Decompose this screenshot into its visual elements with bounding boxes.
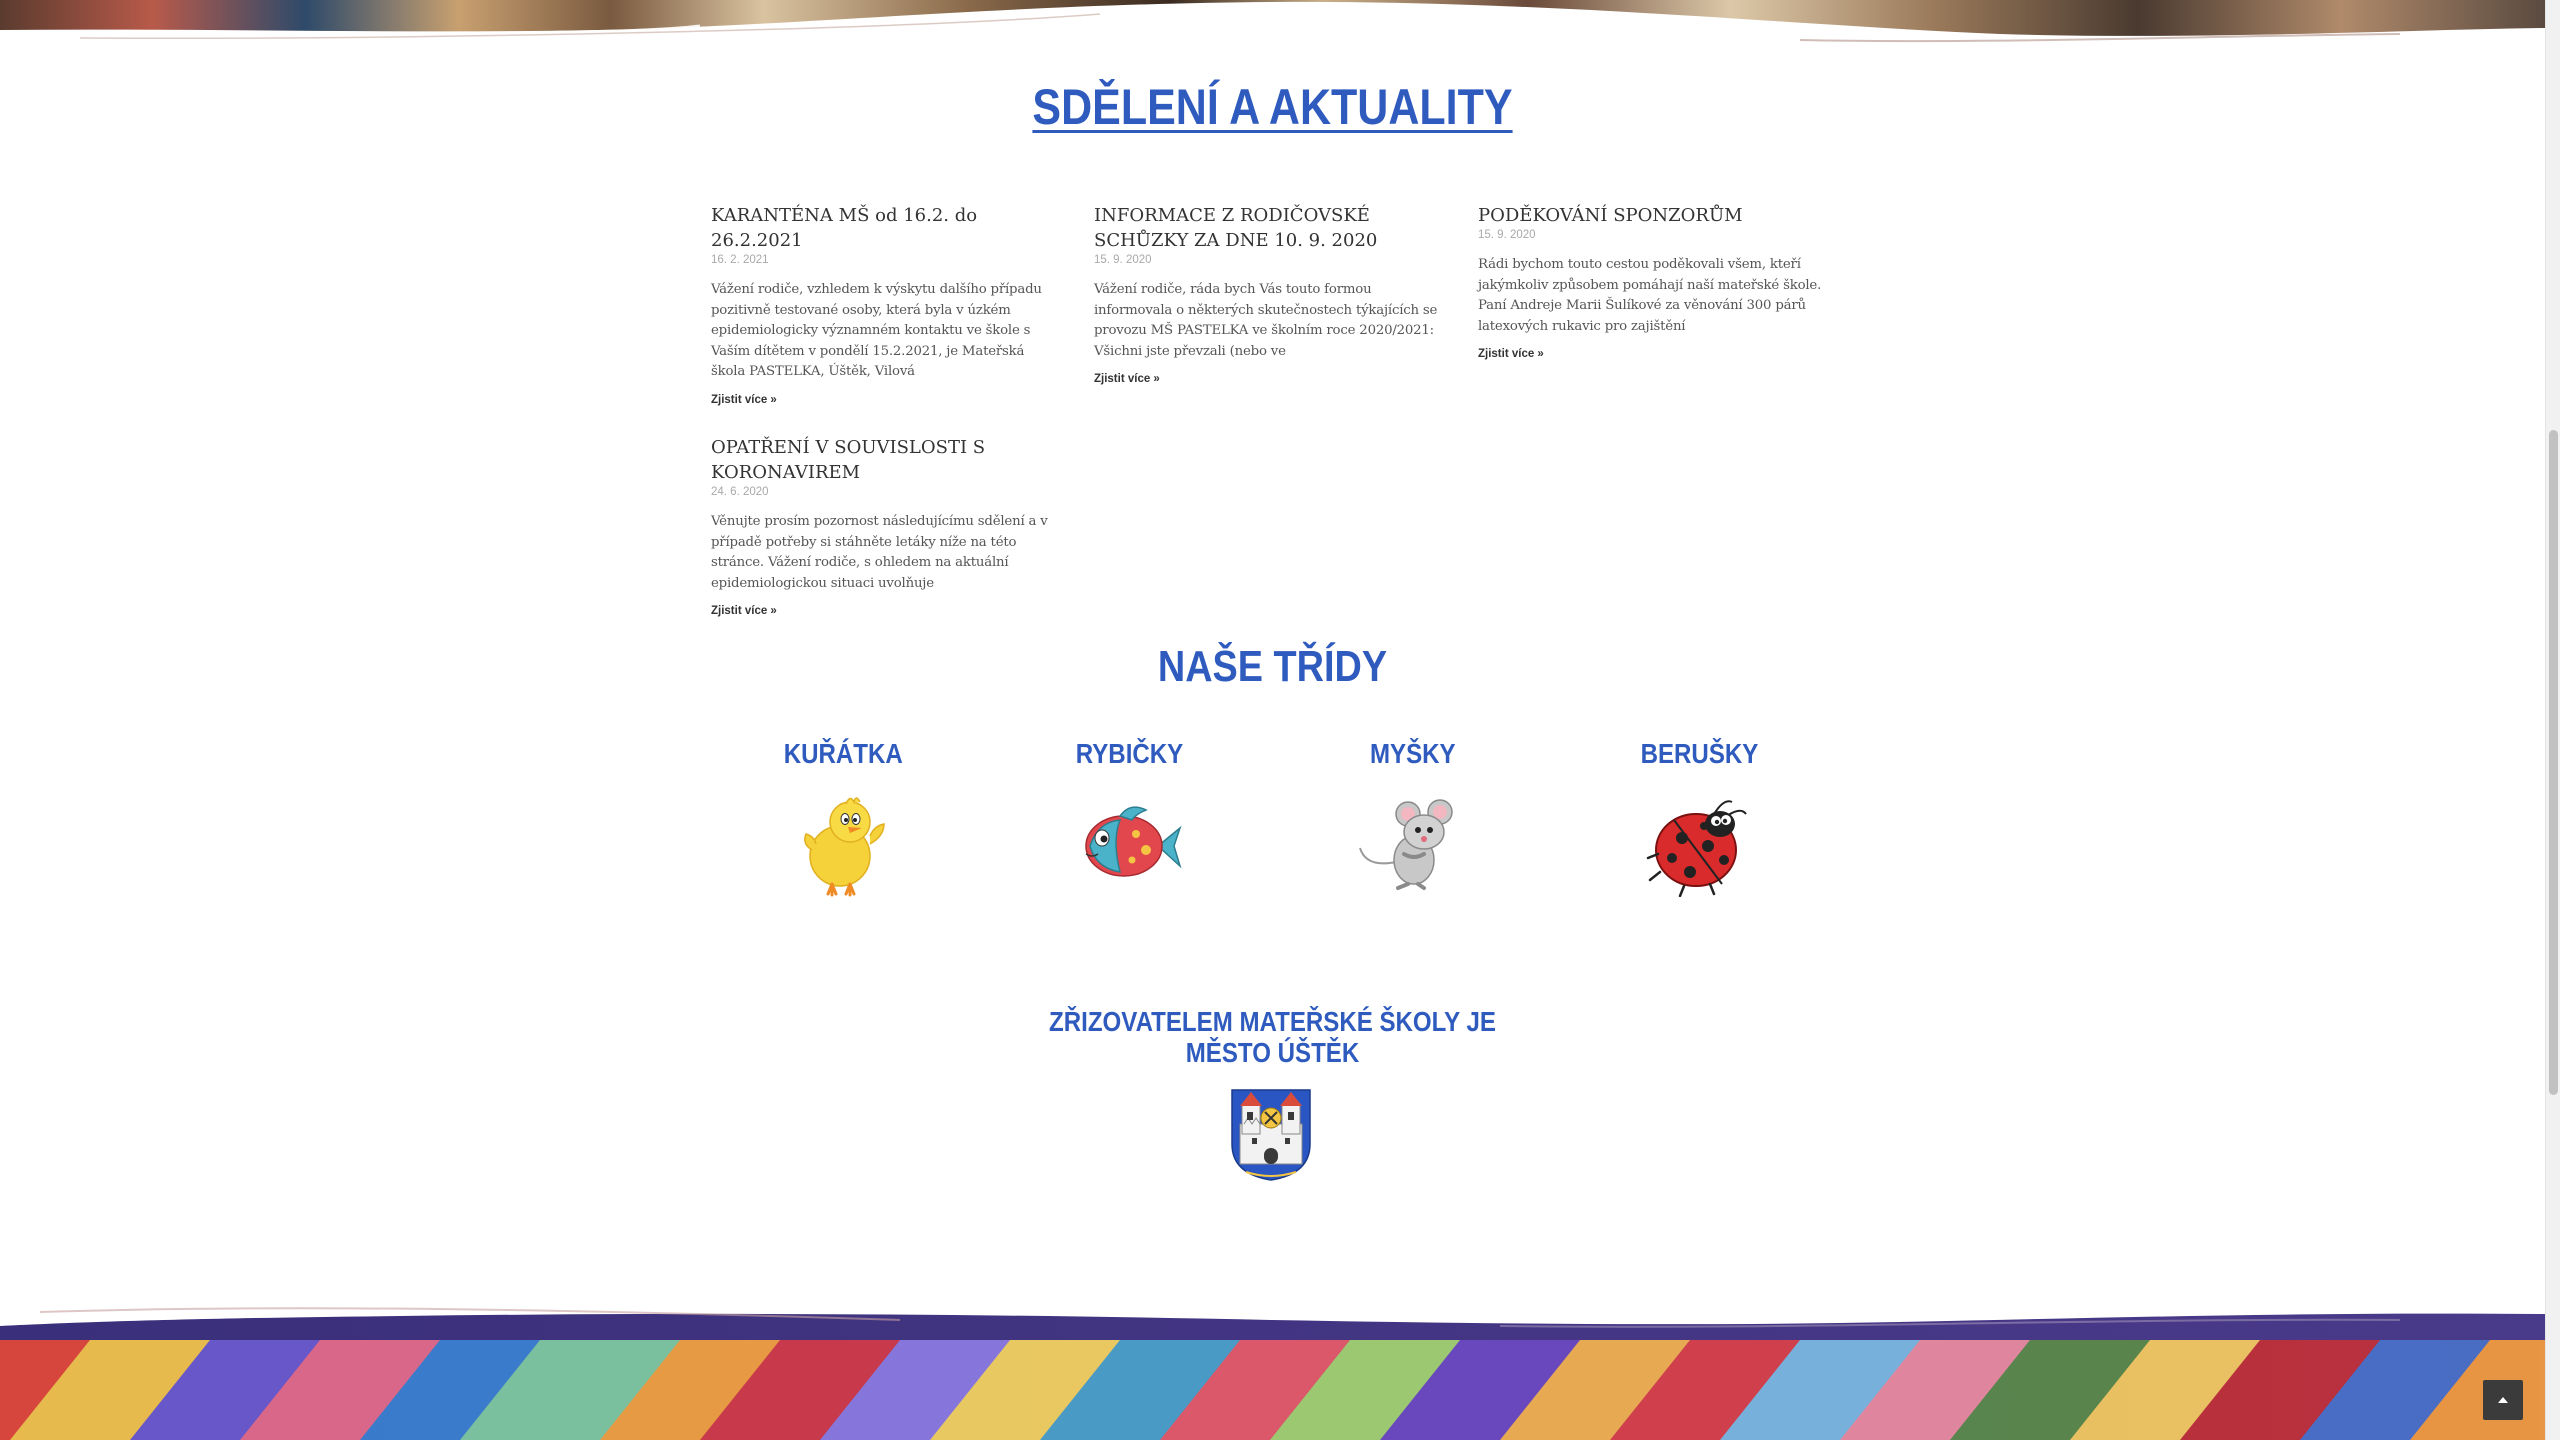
news-post bbox=[1094, 203, 1444, 386]
ladybug-icon[interactable] bbox=[1644, 792, 1754, 897]
post-excerpt: Vážení rodiče, ráda bych Vás touto formou informovala o některých skutečnostech týkajících se provozu MŠ PASTELKA ve školním roce 2020/2021: Všichni jste převzali (nebo ve bbox=[1094, 282, 1438, 359]
post-title[interactable]: OPATŘENÍ V SOUVISLOSTI S KORONAVIREM bbox=[711, 437, 986, 483]
news-post bbox=[711, 435, 1061, 618]
brush-edge-top bbox=[0, 0, 2545, 60]
coat-of-arms-icon[interactable] bbox=[1230, 1088, 1312, 1182]
footer-decorative-strip bbox=[0, 1300, 2545, 1440]
read-more-link[interactable]: Zjistit více » bbox=[711, 393, 777, 406]
post-title[interactable]: INFORMACE Z RODIČOVSKÉ SCHŮZKY ZA DNE 10. 9. 2020 bbox=[1094, 205, 1378, 251]
news-post bbox=[1478, 203, 1828, 361]
post-excerpt: Věnujte prosím pozornost následujícímu sdělení a v případě potřeby si stáhněte letáky níže na této stránce. Vážení rodiče, s ohledem na aktuální epidemiologickou situaci uvolňuje bbox=[711, 514, 1048, 591]
post-title[interactable]: PODĚKOVÁNÍ SPONZORŮM bbox=[1478, 205, 1743, 226]
classes-section-title: NAŠE TŘÍDY bbox=[1157, 642, 1388, 691]
chick-icon[interactable] bbox=[788, 792, 898, 897]
post-date: 15. 9. 2020 bbox=[1094, 254, 1152, 266]
mouse-icon[interactable] bbox=[1358, 792, 1468, 897]
founder-line-2: MĚSTO ÚŠTĚK bbox=[1185, 1037, 1360, 1068]
post-date: 16. 2. 2021 bbox=[711, 254, 769, 266]
news-section-title[interactable]: SDĚLENÍ A AKTUALITY bbox=[1032, 79, 1513, 135]
read-more-link[interactable]: Zjistit více » bbox=[711, 605, 777, 618]
page-scrollbar[interactable] bbox=[2545, 0, 2560, 1440]
class-card-kuratka[interactable] bbox=[733, 738, 953, 897]
fish-icon[interactable] bbox=[1074, 792, 1184, 897]
founder-line-1: ZŘIZOVATELEM MATEŘSKÉ ŠKOLY JE bbox=[1049, 1006, 1496, 1037]
back-to-top-button[interactable] bbox=[2483, 1380, 2523, 1420]
post-excerpt: Rádi bychom touto cestou poděkovali všem, kteří jakýmkoliv způsobem pomáhají naší mateřské škole. Paní Andreje Marii Šulíkové za věnování 300 párů latexových rukavic pro zajištění bbox=[1478, 257, 1822, 334]
scrollbar-thumb[interactable] bbox=[2549, 430, 2558, 1095]
news-post bbox=[711, 203, 1061, 407]
founder-title bbox=[178, 1006, 2367, 1068]
read-more-link[interactable]: Zjistit více » bbox=[1094, 373, 1160, 386]
class-card-berusky[interactable] bbox=[1589, 738, 1809, 897]
read-more-link[interactable]: Zjistit více » bbox=[1478, 348, 1544, 361]
post-date: 24. 6. 2020 bbox=[711, 486, 769, 498]
class-name[interactable]: RYBIČKY bbox=[1075, 738, 1183, 769]
paint-stroke-background bbox=[0, 1300, 2545, 1440]
class-name[interactable]: BERUŠKY bbox=[1640, 738, 1758, 769]
post-excerpt: Vážení rodiče, vzhledem k výskytu dalšího případu pozitivně testované osoby, která byla v úzkém epidemiologicky významném kontaktu ve škole s Vaším dítětem v pondělí 15.2.2021, je Mateřská škola PASTELKA, Úštěk, Vilová bbox=[711, 282, 1042, 380]
post-date: 15. 9. 2020 bbox=[1478, 229, 1536, 241]
class-card-mysky[interactable] bbox=[1303, 738, 1523, 897]
post-title[interactable]: KARANTÉNA MŠ od 16.2. do 26.2.2021 bbox=[711, 205, 978, 251]
class-card-rybicky[interactable] bbox=[1019, 738, 1239, 897]
class-name[interactable]: MYŠKY bbox=[1370, 738, 1456, 769]
class-name[interactable]: KUŘÁTKA bbox=[783, 738, 903, 769]
top-decorative-strip bbox=[0, 0, 2545, 60]
chevron-up-icon bbox=[2495, 1392, 2511, 1408]
